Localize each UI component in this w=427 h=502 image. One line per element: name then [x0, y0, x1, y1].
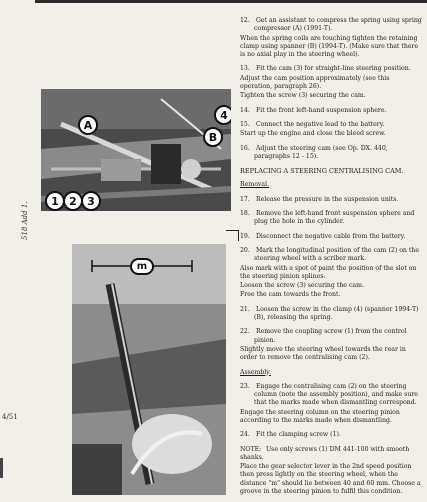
steering-mechanism-photo — [41, 89, 231, 211]
procedure-note: Slightly move the steering wheel towards the rear in order to remove the centralising cam (2). — [240, 345, 406, 362]
procedure-step — [240, 107, 423, 115]
step-number: 24. — [240, 431, 250, 439]
step-text: Fit the clamping screw (1). — [254, 431, 341, 439]
procedure-note: Tighten the screw (3) securing the cam. — [240, 92, 366, 100]
top-rule — [35, 0, 427, 3]
step-text: Remove the left-hand front suspension sphere and plug the hole in the cylinder. — [254, 210, 415, 226]
callout-1: 1 — [45, 191, 65, 211]
step-text: Fit the cam (3) for straight-line steering position. — [254, 65, 411, 73]
callout-a: A — [78, 115, 98, 135]
procedure-text — [240, 17, 423, 502]
corner-mark — [226, 230, 239, 241]
procedure-step — [240, 210, 423, 227]
procedure-step — [240, 196, 423, 204]
section-heading: REPLACING A STEERING CENTRALISING CAM. — [240, 167, 404, 176]
procedure-step — [240, 145, 423, 162]
procedure-note: Loosen the screw (3) securing the cam. — [240, 282, 364, 290]
step-text: Remove the coupling screw (1) from the control pinion. — [254, 328, 407, 344]
callout-b: B — [203, 127, 223, 147]
procedure-note: Place the gear selector lever in the 2nd speed position then press lightly on the steering wheel, when the distance "m" should lie between 40 and 60 mm. Choose a groove in the steering pinion to fulfil this condition. — [240, 463, 421, 496]
step-number: 15. — [240, 120, 250, 128]
step-text: Adjust the steering cam (see Op. DX. 440, paragraphs 12 - 15). — [254, 144, 388, 160]
step-text: Get an assistant to compress the spring using spring compressor (A) (1991-T). — [254, 17, 422, 33]
step-number: 16. — [240, 144, 250, 152]
callout-2: 2 — [63, 191, 83, 211]
step-number: 21. — [240, 305, 250, 313]
procedure-step — [240, 233, 423, 241]
step-number: 14. — [240, 106, 250, 114]
procedure-note: Also mark with a spot of paint the position of the slot on the steering pinion splines. — [240, 264, 417, 280]
page-number: 4/51 — [2, 413, 18, 421]
step-number: 17. — [240, 195, 250, 203]
procedure-step — [240, 121, 423, 129]
procedure-step — [240, 65, 423, 73]
step-text: Loosen the screw in the clamp (4) (spanner 1994-T) (B), releasing the spring. — [254, 305, 419, 322]
procedure-note: Start up the engine and close the bleed screw. — [240, 130, 386, 138]
step-text: Use only screws (1) DM 441-100 with smooth shanks. — [240, 445, 410, 461]
callout-3: 3 — [81, 191, 101, 211]
step-number: 22. — [240, 328, 250, 336]
procedure-step — [240, 328, 423, 345]
step-number: 20. — [240, 246, 250, 254]
step-number: 13. — [240, 65, 250, 73]
step-number: 18. — [240, 210, 250, 218]
procedure-step — [240, 383, 423, 408]
procedure-step — [240, 431, 423, 439]
procedure-step — [240, 17, 423, 34]
procedure-note: Free the cam towards the front. — [240, 291, 341, 299]
step-number: 12. — [240, 17, 250, 24]
distance-m-label: m — [130, 258, 154, 275]
procedure-step — [240, 306, 423, 323]
procedure-step — [240, 247, 423, 264]
subsection-heading: Assembly. — [240, 368, 271, 376]
steering-column-photo — [72, 244, 226, 495]
callout-4: 4 — [214, 105, 231, 125]
step-text: Fit the front left-hand suspension sphere. — [254, 106, 387, 114]
procedure-note: Engage the steering column on the steering pinion according to the marks made when dismantling. — [240, 408, 400, 424]
step-text: Engage the centralising cam (2) on the steering column (note the assembly position), and make sure that the marks made when dismantling correspond. — [254, 382, 418, 407]
step-text: Release the pressure in the suspension units. — [254, 195, 399, 203]
step-number: NOTE: — [240, 445, 262, 453]
step-number: 23. — [240, 382, 250, 390]
procedure-step — [240, 446, 423, 463]
margin-label: 518 Add 1. — [21, 201, 29, 240]
step-text: Mark the longitudinal position of the cam (2) on the steering wheel with a scriber mark. — [254, 246, 420, 263]
edge-mark — [0, 458, 3, 478]
step-text: Disconnect the negative cable from the battery. — [254, 232, 406, 240]
procedure-note: Adjust the cam position approximately (see this operation, paragraph 26). — [240, 74, 390, 91]
step-text: Connect the negative lead to the battery. — [254, 120, 385, 128]
subsection-heading: Removal. — [240, 181, 270, 189]
procedure-note: When the spring coils are touching tighten the retaining clamp using spanner (B) (1994-T). (Make sure that there is no axial play in the steering wheel). — [240, 34, 419, 59]
step-number: 19. — [240, 232, 250, 240]
